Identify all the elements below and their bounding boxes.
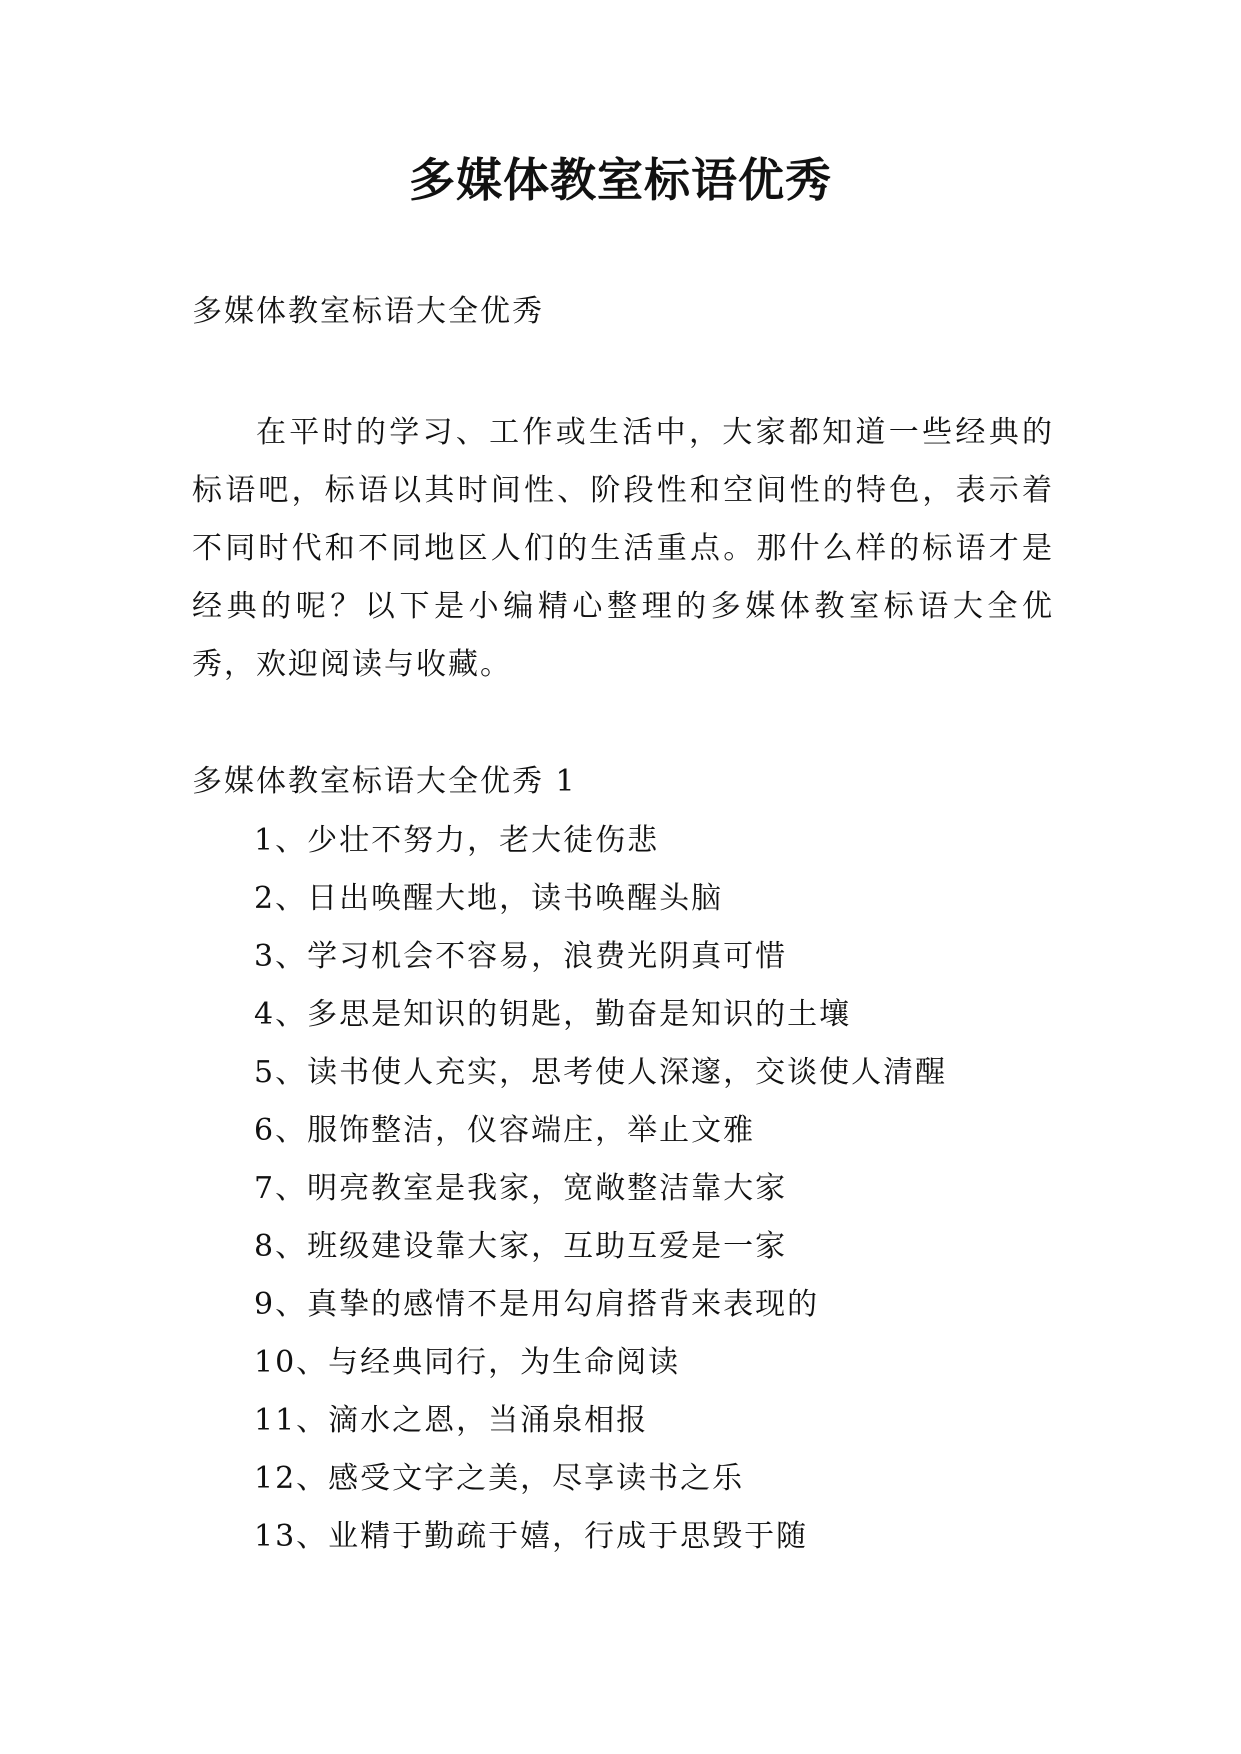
section-heading: 多媒体教室标语大全优秀 1	[192, 764, 577, 799]
document-subtitle: 多媒体教室标语大全优秀	[192, 294, 544, 329]
slogan-item: 1、少壮不努力，老大徒伤悲	[254, 823, 660, 858]
slogan-list	[254, 812, 947, 1566]
slogan-item: 5、读书使人充实，思考使人深邃，交谈使人清醒	[254, 1055, 948, 1090]
slogan-item: 8、班级建设靠大家，互助互爱是一家	[254, 1229, 788, 1264]
intro-paragraph: 在平时的学习、工作或生活中，大家都知道一些经典的标语吧，标语以其时间性、阶段性和空间性的特色，表示着不同时代和不同地区人们的生活重点。那什么样的标语才是经典的呢？以下是小编精心整理的多媒体教室标语大全优秀，欢迎阅读与收藏。	[192, 415, 1054, 682]
slogan-item: 9、真挚的感情不是用勾肩搭背来表现的	[254, 1287, 820, 1322]
slogan-item: 4、多思是知识的钥匙，勤奋是知识的土壤	[254, 997, 852, 1032]
slogan-item: 11、滴水之恩，当涌泉相报	[254, 1403, 649, 1438]
document-title: 多媒体教室标语优秀	[409, 153, 832, 207]
slogan-item: 6、服饰整洁，仪容端庄，举止文雅	[254, 1113, 756, 1148]
slogan-item: 3、学习机会不容易，浪费光阴真可惜	[254, 939, 788, 974]
slogan-item: 7、明亮教室是我家，宽敞整洁靠大家	[254, 1171, 788, 1206]
slogan-item: 12、感受文字之美，尽享读书之乐	[254, 1461, 745, 1496]
slogan-item: 2、日出唤醒大地，读书唤醒头脑	[254, 881, 724, 916]
slogan-item: 10、与经典同行，为生命阅读	[254, 1345, 681, 1380]
slogan-item: 13、业精于勤疏于嬉，行成于思毁于随	[254, 1519, 809, 1554]
